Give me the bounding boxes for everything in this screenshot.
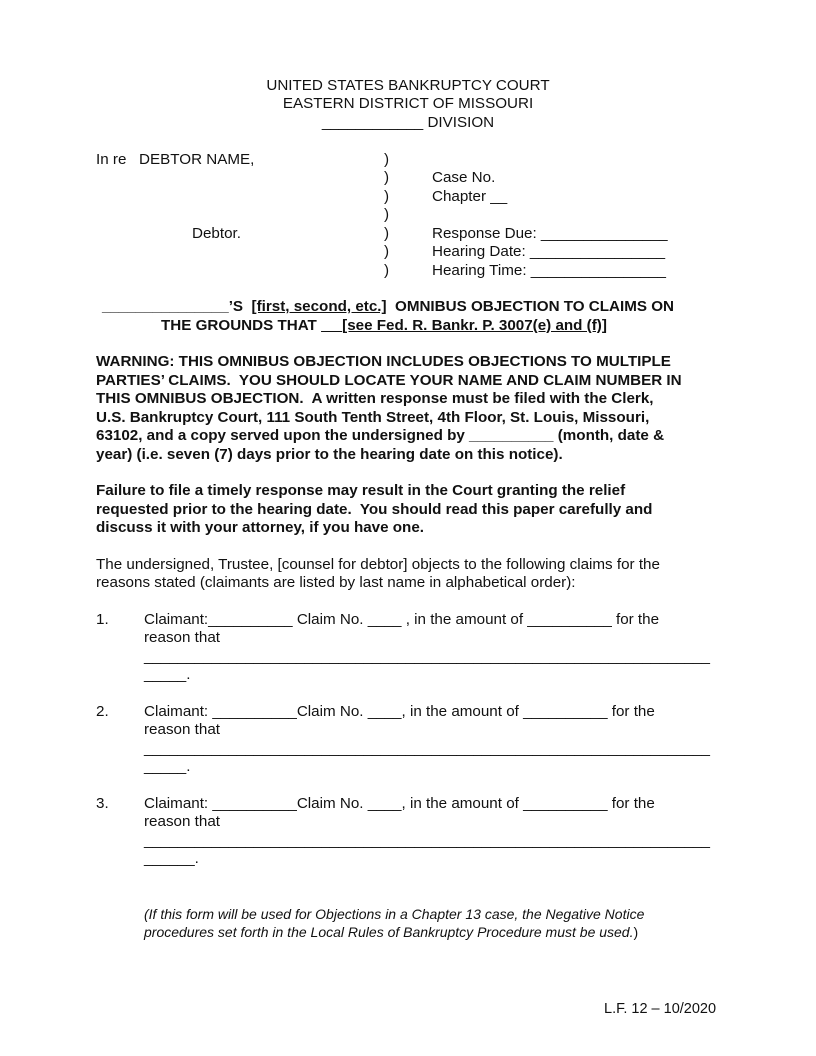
warning-line: U.S. Bankruptcy Court, 111 South Tenth Street, 4th Floor, St. Louis, Missouri,: [96, 409, 650, 426]
response-due: Response Due: _______________: [432, 225, 668, 242]
title-text-2: THE GROUNDS THAT: [161, 317, 317, 334]
warning-line: year) (i.e. seven (7) days prior to the hearing date on this notice).: [96, 446, 563, 463]
objection-ordinal: [first, second, etc.]: [251, 298, 387, 315]
claim-line: Claimant:__________ Claim No. ____ , in the amount of __________ for the: [144, 611, 660, 628]
hearing-time: Hearing Time: ________________: [432, 262, 666, 279]
claim-number: 1.: [96, 611, 109, 628]
chapter-number: Chapter __: [432, 188, 508, 205]
claim-line: Claimant: __________Claim No. ____, in the amount of __________ for the: [144, 703, 655, 720]
intro-line: The undersigned, Trustee, [counsel for debtor] objects to the following claims for the: [96, 556, 660, 573]
claim-line: reason that: [144, 813, 220, 830]
title-text-1: OMNIBUS OBJECTION TO CLAIMS ON: [395, 298, 675, 315]
debtor-label: Debtor.: [192, 225, 241, 242]
failure-line: discuss it with your attorney, if you have one.: [96, 519, 424, 536]
chapter13-note: procedures set forth in the Local Rules of Bankruptcy Procedure must be used.): [144, 924, 639, 940]
title-possessive: ’S: [228, 298, 244, 315]
caption-paren: ): [384, 206, 390, 223]
claim-reason-blank: ___________________________________________________________________: [144, 832, 710, 849]
chapter13-note: (If this form will be used for Objections in a Chapter 13 case, the Negative Notice: [144, 906, 645, 922]
court-name: UNITED STATES BANKRUPTCY COURT: [266, 77, 550, 94]
movant-blank: _______________: [102, 298, 229, 315]
claim-reason-blank: _____.: [144, 666, 191, 683]
in-re-debtor: In re DEBTOR NAME,: [96, 151, 255, 168]
claim-line: reason that: [144, 629, 220, 646]
district-name: EASTERN DISTRICT OF MISSOURI: [282, 95, 534, 112]
caption-paren: ): [384, 151, 390, 168]
caption-paren: ): [384, 243, 390, 260]
claim-line: Claimant: __________Claim No. ____, in the amount of __________ for the: [144, 795, 655, 812]
failure-line: Failure to file a timely response may result in the Court granting the relief: [96, 482, 626, 499]
caption-paren: ): [384, 169, 390, 186]
claim-number: 2.: [96, 703, 109, 720]
claim-line: reason that: [144, 721, 220, 738]
claim-reason-blank: _____.: [144, 758, 191, 775]
intro-line: reasons stated (claimants are listed by last name in alphabetical order):: [96, 574, 576, 591]
claim-number: 3.: [96, 795, 109, 812]
claim-reason-blank: ___________________________________________________________________: [144, 740, 710, 757]
case-number: Case No.: [432, 169, 496, 186]
title-grounds: [see Fed. R. Bankr. P. 3007(e) and (f)]: [342, 317, 607, 334]
warning-line: THIS OMNIBUS OBJECTION. A written response must be filed with the Clerk,: [96, 390, 654, 407]
objection-title-line1: [102, 298, 674, 316]
warning-line: 63102, and a copy served upon the undersigned by __________ (month, date &: [96, 427, 665, 444]
form-number: L.F. 12 – 10/2020: [604, 1001, 717, 1017]
caption-paren: ): [384, 188, 390, 205]
division-line: ____________ DIVISION: [321, 114, 495, 131]
claim-reason-blank: ___________________________________________________________________: [144, 648, 710, 665]
warning-line: WARNING: THIS OMNIBUS OBJECTION INCLUDES OBJECTIONS TO MULTIPLE: [96, 353, 671, 370]
failure-line: requested prior to the hearing date. You should read this paper carefully and: [96, 501, 653, 518]
warning-line: PARTIES’ CLAIMS. YOU SHOULD LOCATE YOUR NAME AND CLAIM NUMBER IN: [96, 372, 682, 389]
hearing-date: Hearing Date: ________________: [432, 243, 666, 260]
objection-title-line2: [161, 317, 607, 335]
caption-paren: ): [384, 225, 390, 242]
claim-reason-blank: ______.: [144, 850, 199, 867]
caption-paren: ): [384, 262, 390, 279]
